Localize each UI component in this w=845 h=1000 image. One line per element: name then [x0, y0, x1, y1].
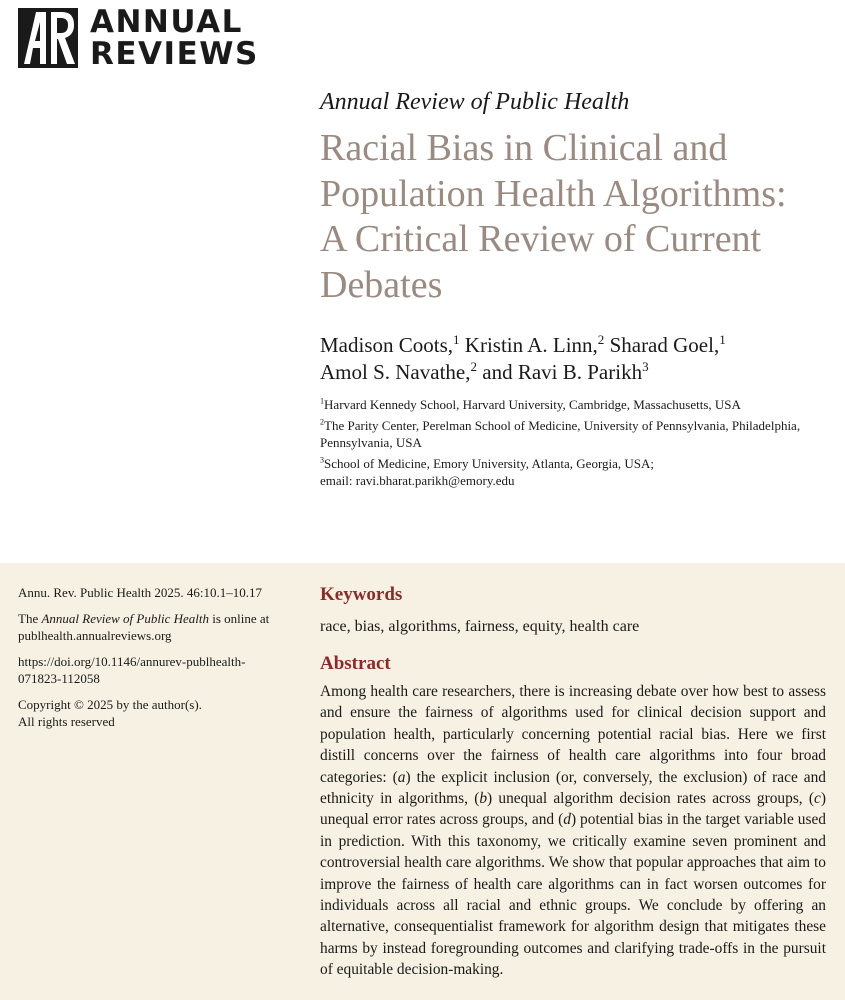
logo-line-reviews: REVIEWS: [90, 36, 259, 72]
copyright: [18, 696, 278, 730]
abstract-column: [320, 582, 826, 981]
abstract-item-marker: c: [814, 790, 821, 808]
affiliations: [320, 396, 825, 490]
rights-line: All rights reserved: [18, 714, 115, 729]
abstract-item-marker: a: [397, 768, 406, 786]
title-line: A Critical Review of Current: [320, 218, 762, 260]
author-affiliation-marker: 1: [719, 332, 726, 347]
affiliation-text: School of Medicine, Emory University, Atlanta, Georgia, USA;: [324, 455, 655, 471]
author-name: Sharad Goel,: [609, 333, 720, 357]
affiliation-number: 3: [320, 455, 325, 465]
annual-reviews-logo-mark: [18, 8, 78, 68]
author-affiliation-marker: 3: [642, 359, 649, 374]
citation: Annu. Rev. Public Health 2025. 46:10.1–10.17: [18, 585, 262, 600]
author-affiliation-marker: 1: [453, 332, 460, 347]
affiliation: [320, 417, 825, 452]
abstract-segment: ) unequal error rates across groups, and (: [320, 790, 826, 829]
abstract-item-marker: d: [563, 811, 571, 829]
affiliation-text: Harvard Kennedy School, Harvard University, Cambridge, Massachusetts, USA: [324, 397, 741, 412]
abstract-segment: Among health care researchers, there is increasing debate over how best to assess and ensure the fairness of algorithms used for clinical decision support and population health, particularly concerning potential racial bias. Here we first distill concerns over the fairness of health care algorithms into four broad categories: (: [320, 683, 826, 786]
abstract-segment: ) the explicit inclusion (or, conversely, the exclusion) of race and ethnicity in algorithms, (: [320, 768, 826, 808]
annual-reviews-logo[interactable]: [18, 6, 258, 70]
abstract-item-marker: b: [479, 790, 488, 808]
affiliation-number: 2: [320, 417, 325, 427]
abstract-heading: Abstract: [320, 653, 391, 674]
author-name: Madison Coots,: [320, 333, 454, 357]
author-line: [320, 359, 825, 386]
author-list: [320, 332, 825, 386]
title-line: Racial Bias in Clinical and: [320, 127, 728, 169]
copyright-line: Copyright © 2025 by the author(s).: [18, 697, 202, 712]
author-name: Kristin A. Linn,: [464, 333, 598, 357]
author-affiliation-marker: 2: [470, 359, 477, 374]
article-title: [320, 126, 825, 308]
online-note: [18, 610, 278, 644]
abstract-segment: ) unequal algorithm decision rates across groups, (: [487, 790, 815, 808]
author-affiliation-marker: 2: [597, 332, 605, 347]
online-note-prefix: The: [18, 611, 42, 626]
affiliation: [320, 455, 825, 490]
journal-url[interactable]: publhealth.annualreviews.org: [18, 628, 172, 643]
logo-wordmark: [90, 6, 259, 70]
article-header: [320, 86, 825, 493]
article-sidebar: [18, 584, 278, 739]
title-line: Population Health Algorithms:: [320, 172, 787, 215]
author-line: [320, 332, 825, 359]
abstract-segment: ) potential bias in the target variable used in prediction. With this taxonomy, we critically examine seven prominent and controversial health care algorithms. We show that popular approaches that aim to improve the fairness of health care algorithms can in fact worsen outcomes for individuals across all racial and ethnic groups. We conclude by offering an alternative, consequentialist framework for algorithm design that mitigates these harms by instead foregrounding outcomes and clarifying trade-offs in the pursuit of equitable decision-making.: [320, 811, 827, 979]
logo-line-annual: ANNUAL: [90, 4, 243, 40]
online-note-journal: Annual Review of Public Health: [41, 611, 209, 626]
keywords-list: race, bias, algorithms, fairness, equity, health care: [320, 618, 640, 635]
corresponding-email[interactable]: email: ravi.bharat.parikh@emory.edu: [320, 473, 515, 488]
doi-line: https://doi.org/10.1146/annurev-publhealth-: [18, 654, 246, 669]
abstract-text: [320, 681, 826, 981]
keywords-heading: Keywords: [320, 584, 403, 605]
journal-name: Annual Review of Public Health: [320, 89, 630, 115]
author-name: and Ravi B. Parikh: [482, 360, 643, 384]
affiliation-text: The Parity Center, Perelman School of Medicine, University of Pennsylvania, Philadelphia, Pennsylvania, USA: [320, 417, 801, 450]
doi-link[interactable]: [18, 653, 278, 687]
affiliation: [320, 396, 825, 414]
title-line: Debates: [320, 263, 443, 306]
doi-line: 071823-112058: [18, 671, 100, 686]
author-name: Amol S. Navathe,: [320, 360, 471, 384]
online-note-suffix: is online at: [208, 611, 270, 626]
affiliation-number: 1: [320, 396, 325, 406]
